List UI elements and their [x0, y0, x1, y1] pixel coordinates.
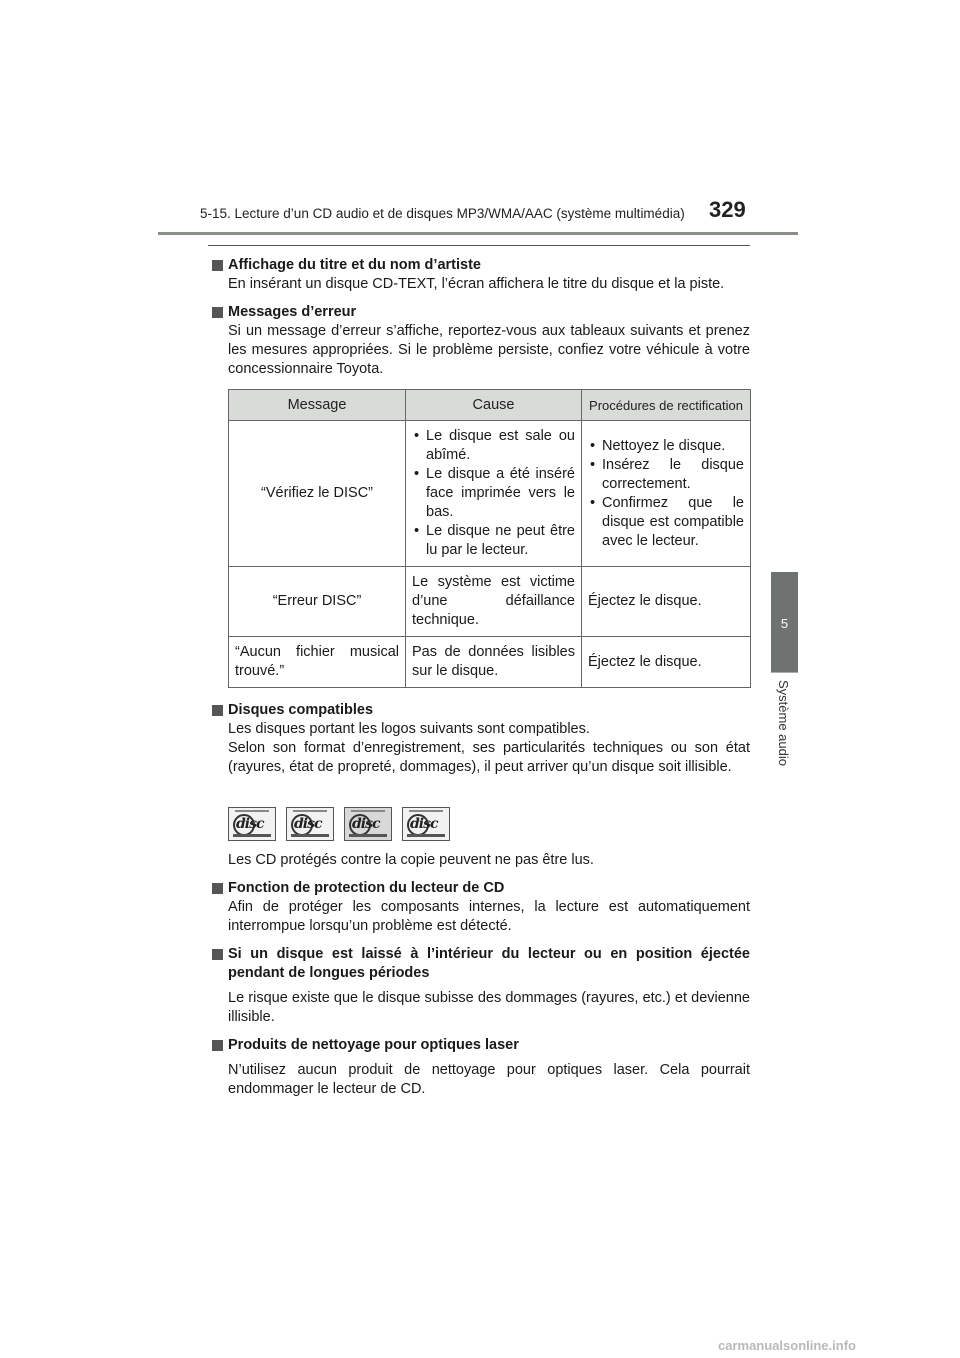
compact-disc-rewritable-logo: disc: [402, 807, 450, 841]
square-bullet-icon: [212, 307, 223, 318]
square-bullet-icon: [212, 1040, 223, 1051]
section-text: Selon son format d’enregistrement, ses particularités techniques ou son état (rayures, état de propreté, dommages), il peut arriver qu’un disque soit illisible.: [228, 740, 750, 775]
section-text: N’utilisez aucun produit de nettoyage pour optiques laser. Cela pourrait endommager le lecteur de CD.: [228, 1062, 750, 1097]
table-row: [229, 637, 751, 688]
section-compatible-discs: [210, 701, 750, 870]
section-heading: Si un disque est laissé à l’intérieur du lecteur ou en position éjectée pendant de longues périodes: [228, 946, 750, 981]
section-heading: Produits de nettoyage pour optiques laser: [228, 1037, 519, 1053]
section-disc-left: [210, 945, 750, 1027]
table-row: [229, 421, 751, 567]
compact-disc-logo: disc: [228, 807, 276, 841]
section-text: Afin de protéger les composants internes, la lecture est automatiquement interrompue lorsqu’un problème est détecté.: [228, 899, 750, 934]
page-number: 329: [709, 197, 746, 222]
cell-procedure: Éjectez le disque.: [582, 637, 751, 688]
section-cleaners: [210, 1036, 750, 1099]
list-item: • Le disque ne peut être lu par le lecteur.: [412, 522, 575, 560]
list-item: • Insérez le disque correctement.: [588, 456, 744, 494]
cell-cause: Le système est victime d’une défaillance technique.: [406, 567, 582, 637]
table-header-procedures: Procédures de rectification: [582, 390, 751, 421]
section-heading: Affichage du titre et du nom d’artiste: [228, 257, 481, 273]
section-text: Si un message d’erreur s’affiche, reportez-vous aux tableaux suivants et prenez les mesures appropriées. Si le problème persiste, confiez votre véhicule à votre concessionnaire Toyota.: [228, 323, 750, 377]
section-protection: [210, 879, 750, 936]
chapter-tab: [771, 572, 798, 672]
list-item: • Nettoyez le disque.: [588, 437, 744, 456]
header-rule: [158, 232, 798, 235]
square-bullet-icon: [212, 949, 223, 960]
table-row: [229, 567, 751, 637]
section-text: Le risque existe que le disque subisse des dommages (rayures, etc.) et devienne illisible.: [228, 990, 750, 1025]
list-item: • Le disque est sale ou abîmé.: [412, 427, 575, 465]
list-item: • Le disque a été inséré face imprimée vers le bas.: [412, 465, 575, 522]
table-header-row: [229, 390, 751, 421]
side-rule: [771, 672, 798, 673]
section-heading: Fonction de protection du lecteur de CD: [228, 880, 505, 896]
error-table: [228, 389, 751, 688]
square-bullet-icon: [212, 883, 223, 894]
list-item: • Confirmez que le disque est compatible avec le lecteur.: [588, 494, 744, 551]
section-error-messages: [210, 303, 750, 379]
section-heading: Messages d’erreur: [228, 304, 357, 320]
chapter-number: 5: [780, 616, 789, 631]
section-text: En insérant un disque CD-TEXT, l’écran affichera le titre du disque et la piste.: [228, 276, 725, 292]
cell-procedure: [582, 421, 751, 567]
cell-cause: Pas de données lisibles sur le disque.: [406, 637, 582, 688]
square-bullet-icon: [212, 260, 223, 271]
table-header-cause: Cause: [406, 390, 582, 421]
table-header-message: Message: [229, 390, 406, 421]
cell-message: “Erreur DISC”: [229, 567, 406, 637]
content-rule: [208, 245, 750, 246]
section-text: Les disques portant les logos suivants sont compatibles.: [228, 721, 590, 737]
cell-message: “Vérifiez le DISC”: [229, 421, 406, 567]
cell-procedure: Éjectez le disque.: [582, 567, 751, 637]
cell-message: “Aucun fichier musical trouvé.”: [229, 637, 406, 688]
watermark: carmanualsonline.info: [718, 1338, 856, 1353]
page-content: [210, 256, 750, 1102]
disc-logos: [210, 807, 750, 841]
section-title-display: [210, 256, 750, 294]
compact-disc-text-logo: disc: [286, 807, 334, 841]
chapter-label: Système audio: [776, 680, 791, 766]
section-heading: Disques compatibles: [228, 702, 374, 718]
compact-disc-recordable-logo: disc: [344, 807, 392, 841]
running-header-title: 5-15. Lecture d’un CD audio et de disques MP3/WMA/AAC (système multimédia): [200, 206, 685, 221]
section-text: Les CD protégés contre la copie peuvent ne pas être lus.: [228, 852, 594, 868]
square-bullet-icon: [212, 705, 223, 716]
cell-cause: [406, 421, 582, 567]
